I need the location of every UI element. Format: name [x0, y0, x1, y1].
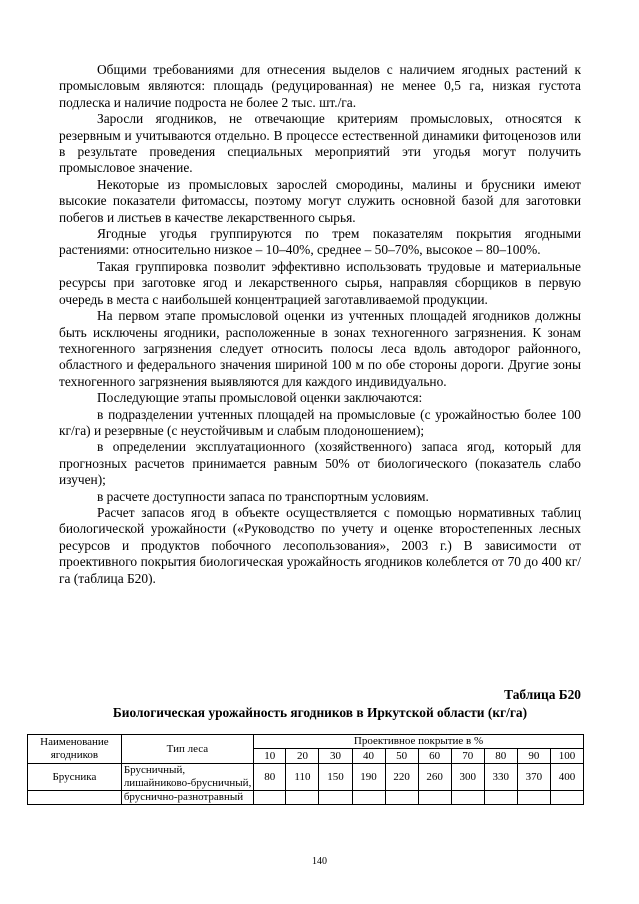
paragraph: Заросли ягодников, не отвечающие критериям промысловых, относятся к резервным и учитываются отдельно. В процессе естественной динамики фитоценозов или в результате проведения специальных мероприятий эти угодья могут получить промысловое значение. — [59, 111, 581, 176]
yield-value — [418, 791, 451, 805]
paragraph: Расчет запасов ягод в объекте осуществляется с помощью нормативных таблиц биологической урожайности («Руководство по учету и оценке второстепенных лесных ресурсов и продуктов побочного лесопользования», 2003 г.) В зависимости от проективного покрытия биологическая урожайность ягодников колеблется от 70 до 400 кг/га (таблица Б20). — [59, 504, 581, 586]
table-number: Таблица Б20 — [504, 687, 581, 702]
header-berry-name: Наименование ягодников — [28, 735, 122, 764]
header-forest-type: Тип леса — [121, 735, 253, 764]
list-item: в расчете доступности запаса по транспортным условиям. — [97, 488, 429, 504]
yield-value — [385, 791, 418, 805]
yield-value — [254, 791, 286, 805]
cover-level: 40 — [352, 749, 385, 764]
cover-level: 100 — [550, 749, 583, 764]
table-row — [28, 791, 584, 805]
yield-value: 110 — [286, 764, 319, 791]
berry-name: Брусника — [28, 764, 122, 791]
table-title: Биологическая урожайность ягодников в Иркутской области (кг/га) — [112, 705, 528, 720]
cover-level: 50 — [385, 749, 418, 764]
paragraph: Общими требованиями для отнесения выделов с наличием ягодных растений к промысловым являются: площадь (редуцированная) не менее 0,5 га, низкая густота подлеска и наличие подроста не более 2 тыс. шт./га. — [59, 62, 581, 110]
header-cover: Проективное покрытие в % — [254, 735, 584, 749]
cover-level: 20 — [286, 749, 319, 764]
paragraph: Некоторые из промысловых зарослей смородины, малины и брусники имеют высокие показатели фитомассы, поэтому могут служить основной базой для заготовки побегов и листьев в качестве лекарственного сырья. — [59, 176, 581, 225]
paragraph: Последующие этапы промысловой оценки заключаются: — [97, 390, 423, 406]
yield-value: 400 — [550, 764, 583, 791]
list-item: в подразделении учтенных площадей на промысловые (с урожайностью более 100 кг/га) и резервные (с неустойчивым и слабым плодоношением); — [59, 406, 581, 438]
yield-value — [352, 791, 385, 805]
paragraph: Ягодные угодья группируются по трем показателям покрытия ягодными растениями: относительно низкое – 10–40%, среднее – 50–70%, высокое – 80–100%. — [59, 226, 581, 258]
cover-level: 90 — [517, 749, 550, 764]
page-number: 140 — [312, 856, 327, 867]
yield-table — [27, 734, 584, 805]
yield-value — [451, 791, 484, 805]
table-row — [28, 764, 584, 791]
body-text — [59, 62, 581, 587]
cover-level: 70 — [451, 749, 484, 764]
cover-level: 80 — [484, 749, 517, 764]
berry-name — [28, 791, 122, 805]
yield-value: 330 — [484, 764, 517, 791]
cover-level: 60 — [418, 749, 451, 764]
yield-value: 150 — [319, 764, 352, 791]
list-item: в определении эксплуатационного (хозяйственного) запаса ягод, который для прогнозных расчетов принимается равным 50% от биологического (показатель слабо изучен); — [59, 439, 581, 488]
forest-type: Брусничный, лишайниково-брусничный, — [121, 764, 253, 791]
cover-level: 10 — [254, 749, 286, 764]
yield-value — [484, 791, 517, 805]
cover-level: 30 — [319, 749, 352, 764]
yield-value — [286, 791, 319, 805]
yield-value: 260 — [418, 764, 451, 791]
paragraph: На первом этапе промысловой оценки из учтенных площадей ягодников должны быть исключены ягодники, расположенные в зонах техногенного загрязнения. К зонам техногенного загрязнения следует относить полосы леса вдоль автодорог районного, областного и федерального значения шириной 100 м по обе стороны дороги. Другие зоны техногенного загрязнения выявляются для каждого индивидуально. — [59, 308, 581, 389]
yield-value — [550, 791, 583, 805]
yield-value: 80 — [254, 764, 286, 791]
paragraph: Такая группировка позволит эффективно использовать трудовые и материальные ресурсы при заготовке ягод и лекарственного сырья, направляя сборщиков в первую очередь в места с наибольшей концентрацией заготавливаемой продукции. — [59, 258, 581, 307]
yield-value: 300 — [451, 764, 484, 791]
yield-value — [319, 791, 352, 805]
yield-value — [517, 791, 550, 805]
yield-value: 220 — [385, 764, 418, 791]
table-caption — [59, 686, 581, 722]
table-header-row — [28, 735, 584, 749]
yield-value: 370 — [517, 764, 550, 791]
yield-value: 190 — [352, 764, 385, 791]
forest-type: бруснично-разнотравный — [121, 791, 253, 805]
